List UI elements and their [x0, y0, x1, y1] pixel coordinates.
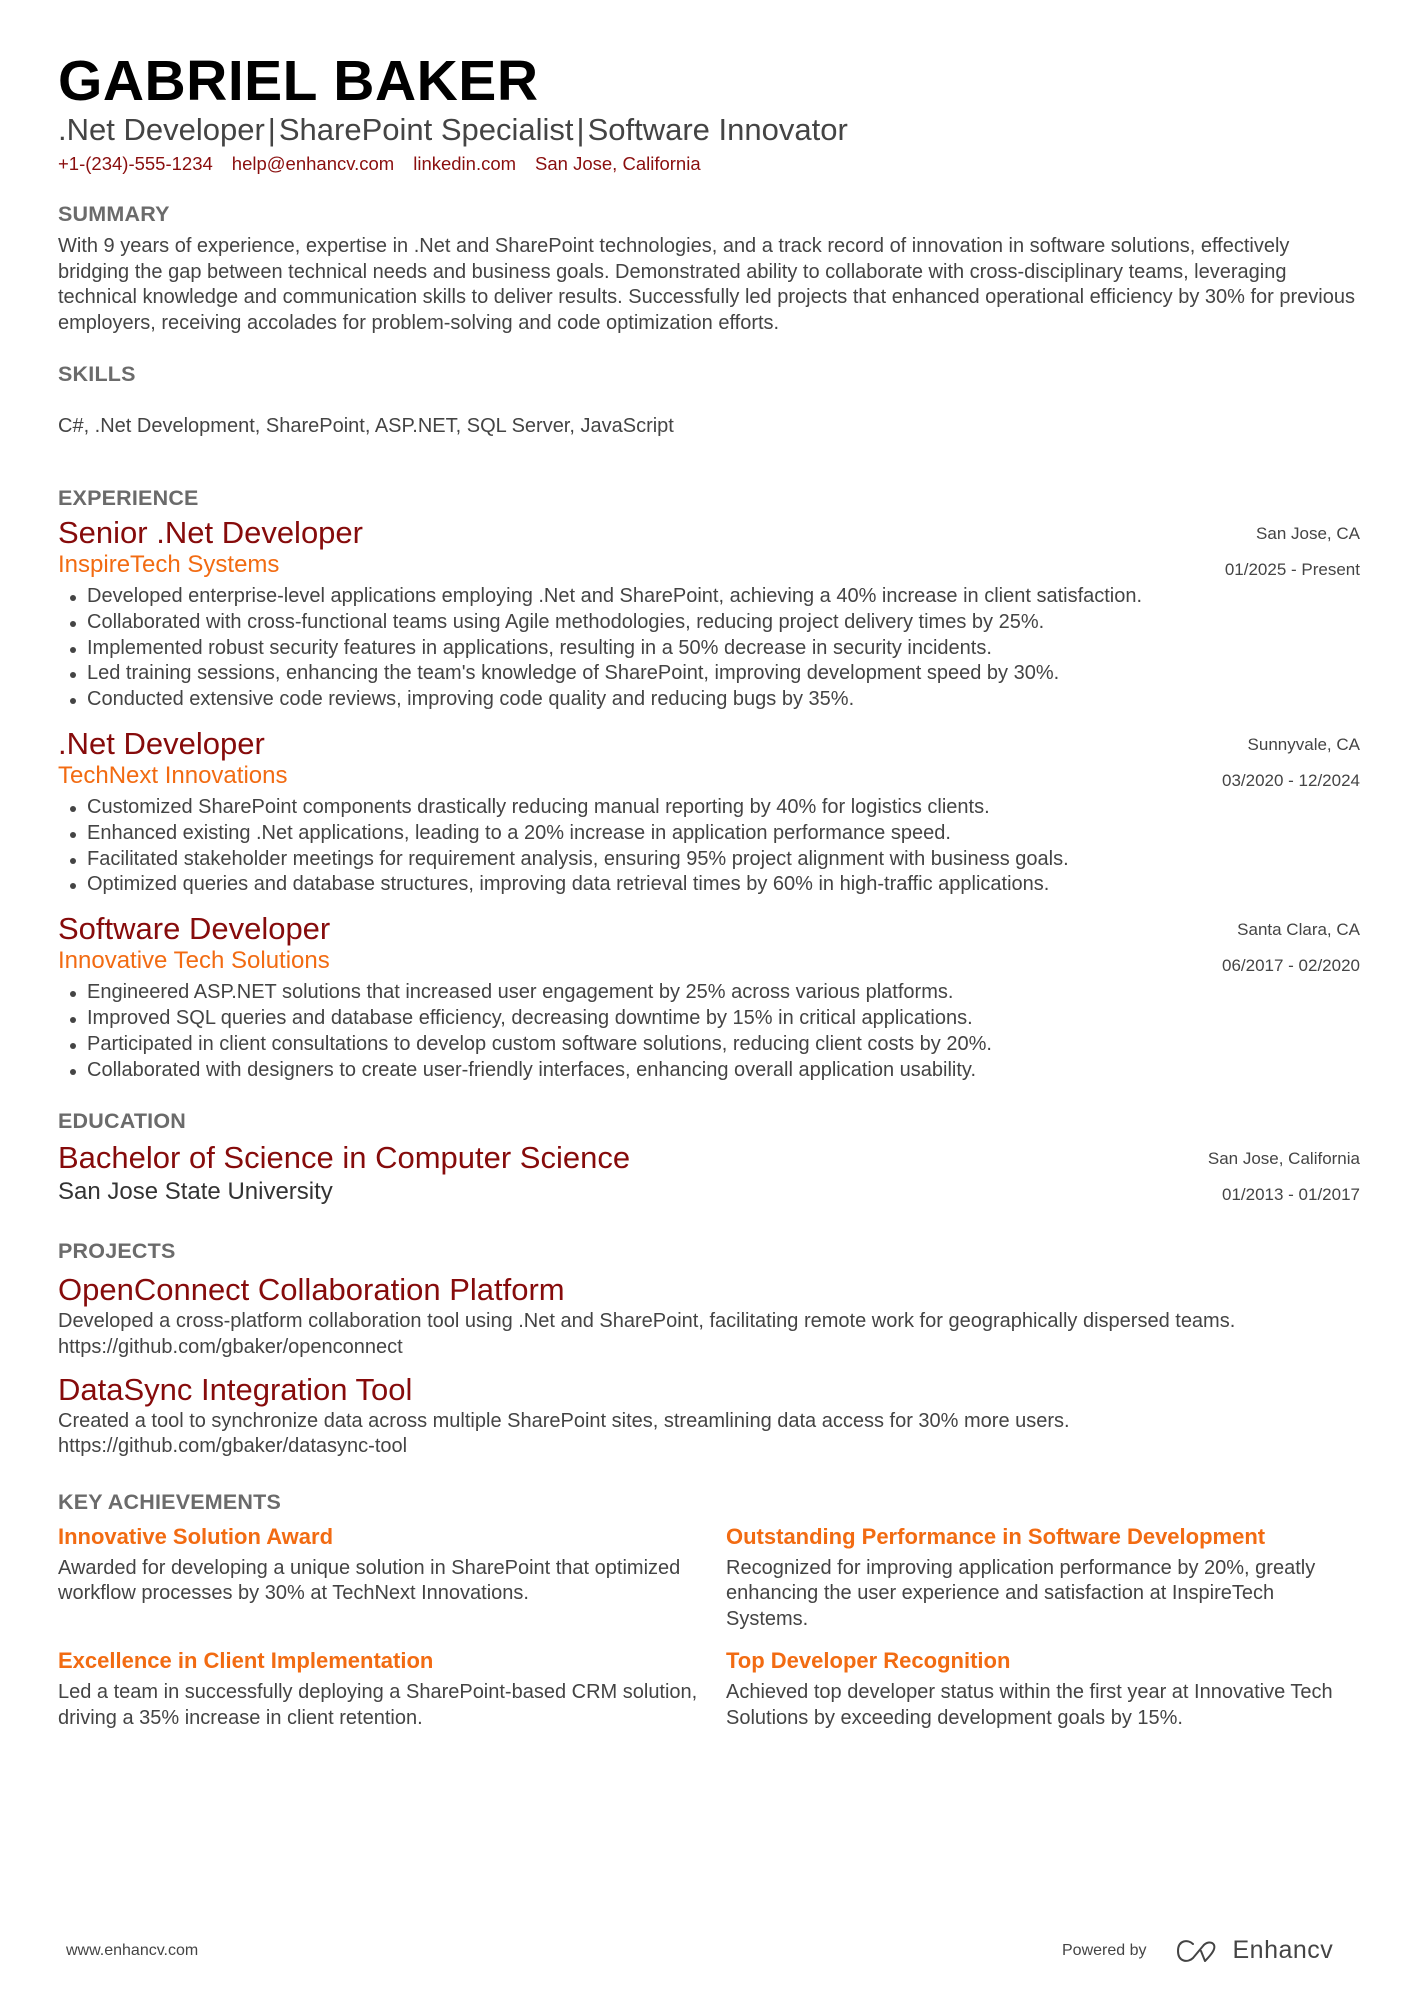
project-description: Developed a cross-platform collaboration tool using .Net and SharePoint, facilitating remote work for geographically dispersed teams. https://github.com/gbaker/openconnect [58, 1310, 1236, 1358]
job-bullet: Customized SharePoint components drastically reducing manual reporting by 40% for logistics clients. [58, 795, 1360, 821]
achievement-item [726, 1522, 1360, 1633]
job-bullet: Optimized queries and database structures, improving data retrieval times by 60% in high-traffic applications. [58, 872, 1360, 898]
job-bullet: Implemented robust security features in applications, resulting in a 50% decrease in security incidents. [58, 636, 1360, 662]
contact-linkedin[interactable]: linkedin.com [413, 153, 517, 174]
skills-list: C#, .Net Development, SharePoint, ASP.NET, SQL Server, JavaScript [58, 415, 674, 438]
resume-header [58, 48, 1360, 176]
section-title-projects: PROJECTS [58, 1239, 176, 1264]
contact-info [58, 152, 1360, 176]
education-degree: Bachelor of Science in Computer Science [58, 1140, 631, 1176]
education-section [58, 1107, 1360, 1207]
job-entry [58, 514, 1360, 713]
enhancv-logo-icon [1175, 1938, 1221, 1964]
job-bullet: Engineered ASP.NET solutions that increased user engagement by 25% across various platforms. [58, 980, 1360, 1006]
education-location: San Jose, California [1207, 1149, 1360, 1169]
achievement-title: Outstanding Performance in Software Development [726, 1523, 1266, 1549]
summary-text: With 9 years of experience, expertise in .Net and SharePoint technologies, and a track record of innovation in software solutions, effectively bridging the gap between technical needs and business goals. Demonstrated ability to collaborate with cross-disciplinary teams, leveraging technical knowledge and communication skills to deliver results. Successfully led projects that enhanced operational efficiency by 30% for previous employers, receiving accolades for problem-solving and code optimization efforts. [58, 235, 1355, 334]
job-dates: 06/2017 - 02/2020 [1221, 956, 1360, 976]
achievement-item [58, 1646, 726, 1731]
job-location: Santa Clara, CA [1237, 920, 1360, 940]
section-title-education: EDUCATION [58, 1109, 187, 1134]
tagline [58, 110, 1360, 150]
job-bullet: Developed enterprise-level applications employing .Net and SharePoint, achieving a 40% increase in client satisfaction. [58, 584, 1360, 610]
contact-phone[interactable]: +1-(234)-555-1234 [58, 153, 213, 174]
section-title-skills: SKILLS [58, 362, 136, 387]
footer-website[interactable]: www.enhancv.com [66, 1942, 199, 1959]
job-meta [1222, 727, 1360, 799]
candidate-name: GABRIEL BAKER [58, 49, 539, 113]
achievement-title: Innovative Solution Award [58, 1523, 334, 1549]
skills-section [58, 360, 1360, 440]
tagline-role-3: Software Innovator [587, 112, 848, 147]
education-meta [1208, 1141, 1360, 1213]
project-entry [58, 1371, 1360, 1460]
job-location: Sunnyvale, CA [1247, 734, 1360, 754]
section-title-experience: EXPERIENCE [58, 485, 199, 510]
achievements-grid [58, 1522, 1360, 1732]
achievements-section [58, 1488, 1360, 1732]
job-bullet: Led training sessions, enhancing the team's knowledge of SharePoint, improving development speed by 30%. [58, 661, 1360, 687]
job-entry [58, 910, 1360, 1083]
powered-by-label: Powered by [1062, 1941, 1147, 1959]
achievement-description: Recognized for improving application performance by 20%, greatly enhancing the user experience and satisfaction at InspireTech Systems. [726, 1556, 1316, 1630]
project-entry [58, 1271, 1360, 1360]
projects-section [58, 1237, 1360, 1459]
achievement-description: Awarded for developing a unique solution in SharePoint that optimized workflow processes by 30% at TechNext Innovations. [58, 1556, 681, 1605]
job-company: Innovative Tech Solutions [58, 947, 330, 975]
footer-powered-by[interactable] [1062, 1936, 1333, 1965]
resume-page [58, 48, 1360, 1732]
job-company: InspireTech Systems [58, 550, 280, 578]
job-meta [1225, 516, 1360, 588]
job-bullet: Participated in client consultations to develop custom software solutions, reducing client costs by 20%. [58, 1032, 1360, 1058]
education-school: San Jose State University [58, 1178, 333, 1206]
section-title-summary: SUMMARY [58, 202, 170, 226]
job-bullet: Collaborated with designers to create user-friendly interfaces, enhancing overall application usability. [58, 1058, 1360, 1084]
summary-section [58, 200, 1360, 336]
contact-email[interactable]: help@enhancv.com [231, 153, 395, 174]
tagline-role-2: SharePoint Specialist [278, 112, 574, 147]
experience-section [58, 484, 1360, 1083]
job-bullets [58, 795, 1360, 898]
job-meta [1222, 912, 1360, 984]
section-title-achievements: KEY ACHIEVEMENTS [58, 1489, 282, 1514]
job-bullets [58, 980, 1360, 1083]
job-bullet: Facilitated stakeholder meetings for requirement analysis, ensuring 95% project alignment with business goals. [58, 847, 1360, 873]
education-entry [58, 1139, 1360, 1207]
project-description: Created a tool to synchronize data across multiple SharePoint sites, streamlining data access for 30% more users. https://github.com/gbaker/datasync-tool [58, 1409, 1070, 1458]
tagline-separator: | [576, 112, 585, 147]
achievement-item [58, 1522, 726, 1633]
contact-location: San Jose, California [535, 153, 701, 174]
tagline-separator: | [267, 112, 276, 147]
job-bullet: Conducted extensive code reviews, improving code quality and reducing bugs by 35%. [58, 687, 1360, 713]
project-title: DataSync Integration Tool [58, 1371, 413, 1407]
job-title: Senior .Net Developer [58, 514, 363, 550]
achievement-title: Top Developer Recognition [726, 1648, 1011, 1674]
job-bullet: Enhanced existing .Net applications, leading to a 20% increase in application performance speed. [58, 821, 1360, 847]
project-title: OpenConnect Collaboration Platform [58, 1272, 565, 1308]
enhancv-brand: Enhancv [1232, 1936, 1334, 1964]
job-company: TechNext Innovations [58, 761, 288, 789]
job-title: Software Developer [58, 911, 331, 947]
tagline-role-1: .Net Developer [58, 112, 265, 147]
achievement-item [726, 1646, 1360, 1731]
job-bullet: Collaborated with cross-functional teams using Agile methodologies, reducing project delivery times by 25%. [58, 610, 1360, 636]
achievement-title: Excellence in Client Implementation [58, 1648, 434, 1674]
education-dates: 01/2013 - 01/2017 [1221, 1185, 1360, 1205]
job-bullet: Improved SQL queries and database efficiency, decreasing downtime by 15% in critical applications. [58, 1006, 1360, 1032]
job-location: San Jose, CA [1256, 523, 1360, 543]
achievement-description: Led a team in successfully deploying a SharePoint-based CRM solution, driving a 35% increase in client retention. [58, 1681, 698, 1730]
job-dates: 01/2025 - Present [1224, 559, 1360, 579]
job-entry [58, 725, 1360, 898]
job-dates: 03/2020 - 12/2024 [1221, 770, 1360, 790]
achievement-description: Achieved top developer status within the first year at Innovative Tech Solutions by exceeding development goals by 15%. [726, 1681, 1333, 1730]
job-title: .Net Developer [58, 725, 265, 761]
job-bullets [58, 584, 1360, 713]
